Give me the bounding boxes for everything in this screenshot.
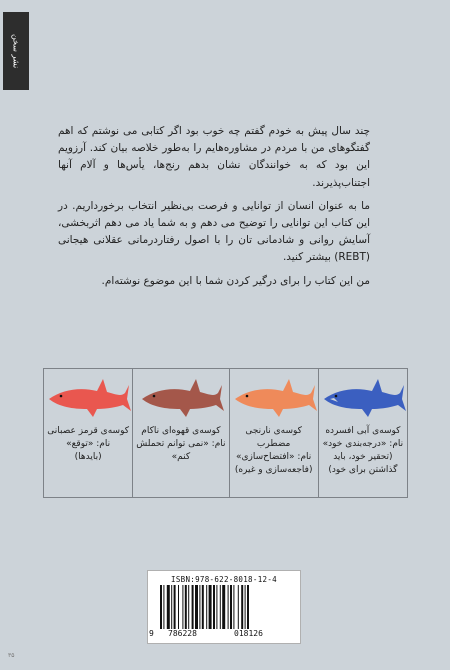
- shark-caption-line: (فاجعه‌سازی و غیره): [234, 465, 313, 475]
- barcode-bar: [230, 585, 232, 629]
- barcode-bar: [206, 585, 207, 629]
- barcode-bar: [241, 585, 243, 629]
- barcode-bar: [245, 585, 246, 629]
- barcode-bar: [238, 585, 239, 629]
- barcode-bars: [158, 585, 290, 629]
- shark-caption-line: (تحقیر خود، باید: [333, 452, 393, 462]
- barcode-bar: [188, 585, 189, 629]
- barcode-bar: [213, 585, 215, 629]
- publisher-logo: [3, 12, 29, 90]
- shark-caption-line: مضطرب: [256, 439, 291, 449]
- shark-caption-line: کوسه‌ی قهوه‌ای ناکام: [141, 426, 221, 436]
- barcode: [147, 570, 301, 644]
- shark-icon: [138, 371, 224, 423]
- shark-caption-line: نام: «افتضاح‌سازی»: [236, 452, 312, 462]
- barcode-digit-first: 9: [149, 629, 154, 638]
- shark-caption-line: (بایدها): [74, 452, 102, 462]
- shark-caption-line: کوسه‌ی آبی افسرده: [325, 426, 401, 436]
- shark-caption-line: کوسه‌ی نارنجی: [245, 426, 302, 436]
- shark-caption: [320, 425, 407, 477]
- shark-icon: [320, 371, 406, 423]
- shark-caption-line: نام: «نمی توانم تحملش: [136, 439, 226, 449]
- barcode-bar: [174, 585, 176, 629]
- shark-caption: [44, 425, 132, 464]
- barcode-bar: [178, 585, 179, 629]
- shark-panel: [43, 368, 408, 498]
- corner-mark: ۳۵: [8, 652, 15, 659]
- barcode-bar: [163, 585, 164, 629]
- barcode-bar: [171, 585, 172, 629]
- barcode-digits-left: 786228: [168, 629, 197, 638]
- barcode-bar: [199, 585, 200, 629]
- shark-caption: [133, 425, 228, 464]
- blurb-paragraph: من این کتاب را برای درگیر کردن شما با این موضوع نوشته‌ام.: [101, 274, 370, 287]
- barcode-bar: [222, 585, 225, 629]
- barcode-bar: [160, 585, 162, 629]
- shark-caption-line: نام: «توقع»: [66, 439, 111, 449]
- barcode-bar: [182, 585, 183, 629]
- shark-cell-brown: [133, 369, 229, 497]
- shark-cell-red: [44, 369, 133, 497]
- shark-caption-line: کوسه‌ی قرمز عصبانی: [47, 426, 130, 436]
- shark-cell-blue: [319, 369, 408, 497]
- barcode-bar: [167, 585, 170, 629]
- barcode-digits-right: 018126: [234, 629, 263, 638]
- barcode-bar: [220, 585, 221, 629]
- barcode-bar: [185, 585, 187, 629]
- shark-caption-line: نام: «درجه‌بندی خود»: [322, 439, 404, 449]
- blurb: [58, 123, 370, 296]
- shark-caption-line: گذاشتن برای خود): [328, 465, 398, 475]
- shark-caption: [232, 425, 316, 477]
- barcode-bar: [202, 585, 204, 629]
- blurb-paragraph: ما به عنوان انسان از توانایی و فرصت بی‌نظیر انتخاب برخورداریم. در این کتاب این توانایی را توضیح می دهم و به شما یاد می دهم اثربخشی، آسایش روانی و شادمانی تان را با اصول رفتاردرمانی عقلانی هیجانی (REBT) بیشتر کنید.: [58, 199, 370, 264]
- barcode-bar: [247, 585, 249, 629]
- isbn-label: ISBN:978-622-8018-12-4: [171, 575, 277, 584]
- barcode-bar: [195, 585, 198, 629]
- barcode-bar: [209, 585, 212, 629]
- barcode-bar: [216, 585, 217, 629]
- blurb-paragraph: چند سال پیش به خودم گفتم چه خوب بود اگر کتابی می نوشتم که اهم گفتگوهای من با مردم در مشاوره‌هایم را به‌طور خلاصه بیان کند. آرزویم این بود که به خوانندگان نشان بدهم رنج‌ها، یأس‌ها و آلام آنها اجتناب‌پذیرند.: [58, 125, 370, 189]
- publisher-logo-text: نشر سخن: [11, 33, 21, 69]
- shark-icon: [231, 371, 317, 423]
- barcode-bar: [192, 585, 194, 629]
- shark-caption-line: کنم»: [171, 452, 191, 462]
- shark-icon: [45, 371, 131, 423]
- barcode-bar: [228, 585, 229, 629]
- barcode-bar: [233, 585, 234, 629]
- shark-cell-orange: [230, 369, 319, 497]
